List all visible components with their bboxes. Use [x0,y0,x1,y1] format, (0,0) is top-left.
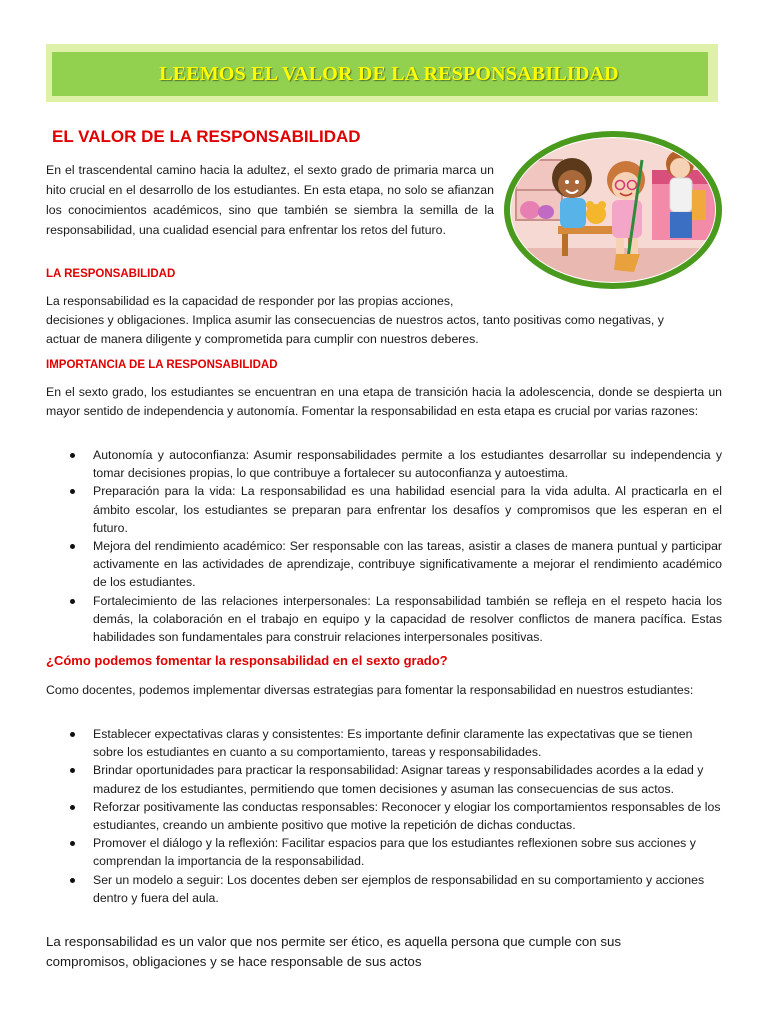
bullet-dot [70,878,75,883]
conclusion-paragraph: La responsabilidad es un valor que nos permite ser ético, es aquella persona que cumple con sus compromisos, obligaciones y se hace responsable de sus actos [46,934,622,969]
list-item: Preparación para la vida: La responsabilidad es una habilidad esencial para la vida adulta. Al practicarla en el ámbito escolar, los estudiantes se preparan para enfrentar los desafíos y compromisos que les esperan en el futuro. [46,482,722,537]
banner-title: LEEMOS EL VALOR DE LA RESPONSABILIDAD [159,62,619,85]
bullet-dot [70,732,75,737]
title-banner-inner [52,52,708,96]
foster-heading: ¿Cómo podemos fomentar la responsabilidad en el sexto grado? [46,653,448,668]
importance-list [46,446,722,646]
list-item: Ser un modelo a seguir: Los docentes deben ser ejemplos de responsabilidad en su comportamiento y acciones dentro y fuera del aula. [46,871,722,907]
bullet-dot [70,841,75,846]
importance-heading: IMPORTANCIA DE LA RESPONSABILIDAD [46,359,278,371]
definition-line-3: actuar de manera diligente y comprometida para cumplir con nuestros deberes. [46,332,479,346]
list-item: Promover el diálogo y la reflexión: Facilitar espacios para que los estudiantes reflexionen sobre sus acciones y comprendan la importancia de la responsabilidad. [46,834,722,870]
definition-section [46,268,722,280]
bullet-dot [70,453,75,458]
bullet-dot [70,489,75,494]
foster-paragraph: Como docentes, podemos implementar diversas estrategias para fomentar la responsabilidad en nuestros estudiantes: [46,683,694,697]
importance-paragraph: En el sexto grado, los estudiantes se encuentran en una etapa de transición hacia la adolescencia, donde se despierta un mayor sentido de independencia y autonomía. Fomentar la responsabilidad en esta etapa es crucial por varias razones: [46,385,722,418]
definition-text [46,292,722,349]
list-item: Reforzar positivamente las conductas responsables: Reconocer y elogiar los comportamientos responsables de los estudiantes, creando un ambiente positivo que motive la repetición de dichas conductas. [46,798,722,834]
list-item: Autonomía y autoconfianza: Asumir responsabilidades permite a los estudiantes desarrollar su independencia y tomar decisiones propias, lo que contribuye a fortalecer su autoconfianza y autoestima. [46,446,722,482]
page-title: EL VALOR DE LA RESPONSABILIDAD [52,127,361,146]
title-banner [46,44,718,102]
foster-text-wrap [46,681,706,700]
importance-section [46,359,722,371]
definition-line-1: La responsabilidad es la capacidad de responder por las propias acciones, [46,294,454,308]
list-item: Fortalecimiento de las relaciones interpersonales: La responsabilidad también se refleja en el respeto hacia los demás, la colaboración en el trabajo en equipo y la capacidad de resolver conflictos de manera pacífica. Estas habilidades son fundamentales para construir relaciones interpersonales positivas. [46,592,722,647]
list-item: Brindar oportunidades para practicar la responsabilidad: Asignar tareas y responsabilidades acordes a la edad y madurez de los estudiantes, permitiendo que tomen decisiones y asuman las consecuencias de sus actos. [46,761,722,797]
foster-section [46,653,722,668]
list-item: Establecer expectativas claras y consistentes: Es importante definir claramente las expectativas que se tienen sobre los estudiantes en cuanto a su comportamiento, tareas y responsabilidades. [46,725,722,761]
bullet-dot [70,599,75,604]
definition-heading: LA RESPONSABILIDAD [46,268,176,280]
importance-text-wrap [46,383,722,421]
foster-list [46,725,722,907]
definition-line-2: decisiones y obligaciones. Implica asumir las consecuencias de nuestros actos, tanto positivas como negativas, y [46,313,664,327]
intro-paragraph: En el trascendental camino hacia la adultez, el sexto grado de primaria marca un hito crucial en el desarrollo de los estudiantes. En esta etapa, no solo se afianzan los conocimientos académicos, sino que también se siembra la semilla de la responsabilidad, una cualidad esencial para enfrentar los retos del futuro. [46,163,494,237]
bullet-dot [70,805,75,810]
children-cleaning-illustration [502,130,724,290]
conclusion-wrap [46,932,706,972]
bullet-dot [70,768,75,773]
bullet-dot [70,544,75,549]
list-item: Mejora del rendimiento académico: Ser responsable con las tareas, asistir a clases de manera puntual y participar activamente en las actividades de aprendizaje, contribuye significativamente a mejorar el rendimiento académico de los estudiantes. [46,537,722,592]
